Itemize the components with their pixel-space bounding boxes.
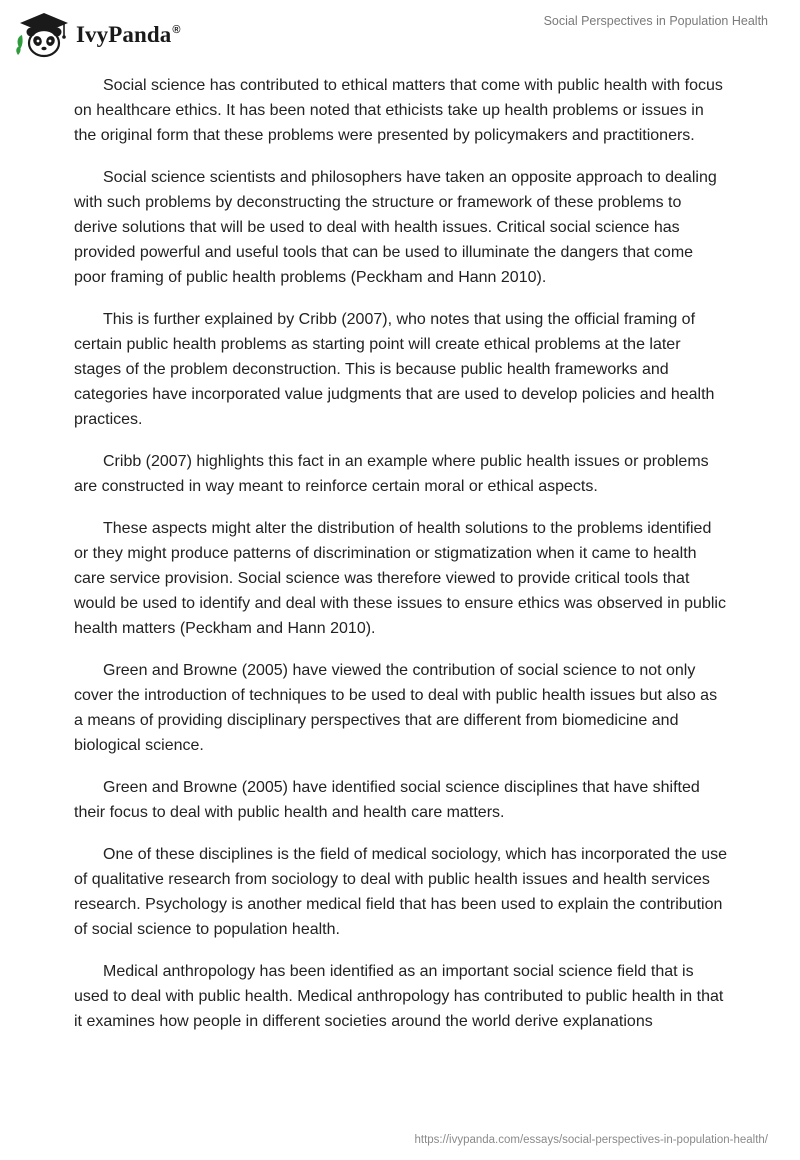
paragraph: Green and Browne (2005) have viewed the contribution of social science to not only cover the introduction of techniques to be used to deal with public health issues but also as a means of providing disciplinary perspectives that are different from biomedicine and biological science.	[74, 662, 718, 754]
paragraph: Green and Browne (2005) have identified social science disciplines that have shifted their focus to deal with public health and health care matters.	[74, 779, 700, 821]
paragraph: Cribb (2007) highlights this fact in an example where public health issues or problems are constructed in way meant to reinforce certain moral or ethical aspects.	[74, 453, 709, 495]
paragraph: This is further explained by Cribb (2007), who notes that using the official framing of certain public health problems as starting point will create ethical problems at the later stages of the problem deconstruction. This is because public health frameworks and categories have incorporated value judgments that are used to develop policies and health practices.	[74, 311, 715, 428]
paragraph: These aspects might alter the distribution of health solutions to the problems identified or they might produce patterns of discrimination or stigmatization when it came to health care service provision. Social science was therefore viewed to provide critical tools that would be used to identify and deal with these issues to ensure ethics was observed in public health matters (Peckham and Hann 2010).	[74, 520, 726, 637]
paragraph: Social science scientists and philosophers have taken an opposite approach to dealing with such problems by deconstructing the structure or framework of these problems to derive solutions that will be used to deal with health issues. Critical social science has provided powerful and useful tools that can be used to illuminate the dangers that come poor framing of public health problems (Peckham and Hann 2010).	[74, 169, 717, 286]
document-title: Social Perspectives in Population Health	[543, 14, 768, 28]
source-url[interactable]: https://ivypanda.com/essays/social-perspectives-in-population-health/	[414, 1134, 768, 1146]
paragraph: Medical anthropology has been identified as an important social science field that is used to deal with public health. Medical anthropology has contributed to public health in that it examines how people in different societies around the world derive explanations	[74, 963, 724, 1030]
paragraph: Social science has contributed to ethical matters that come with public health with focus on healthcare ethics. It has been noted that ethicists take up health problems or issues in the original form that these problems were presented by policymakers and practitioners.	[74, 77, 723, 144]
essay-body	[74, 73, 728, 1051]
brand-name: IvyPanda®	[76, 22, 181, 47]
paragraph: One of these disciplines is the field of medical sociology, which has incorporated the use of qualitative research from sociology to deal with public health issues and health services research. Psychology is another medical field that has been used to explain the contribution of social science to population health.	[74, 846, 728, 938]
brand-logo[interactable]	[14, 9, 181, 59]
registered-mark: ®	[172, 24, 181, 37]
panda-graduate-icon	[14, 9, 72, 59]
page-header	[0, 0, 800, 60]
